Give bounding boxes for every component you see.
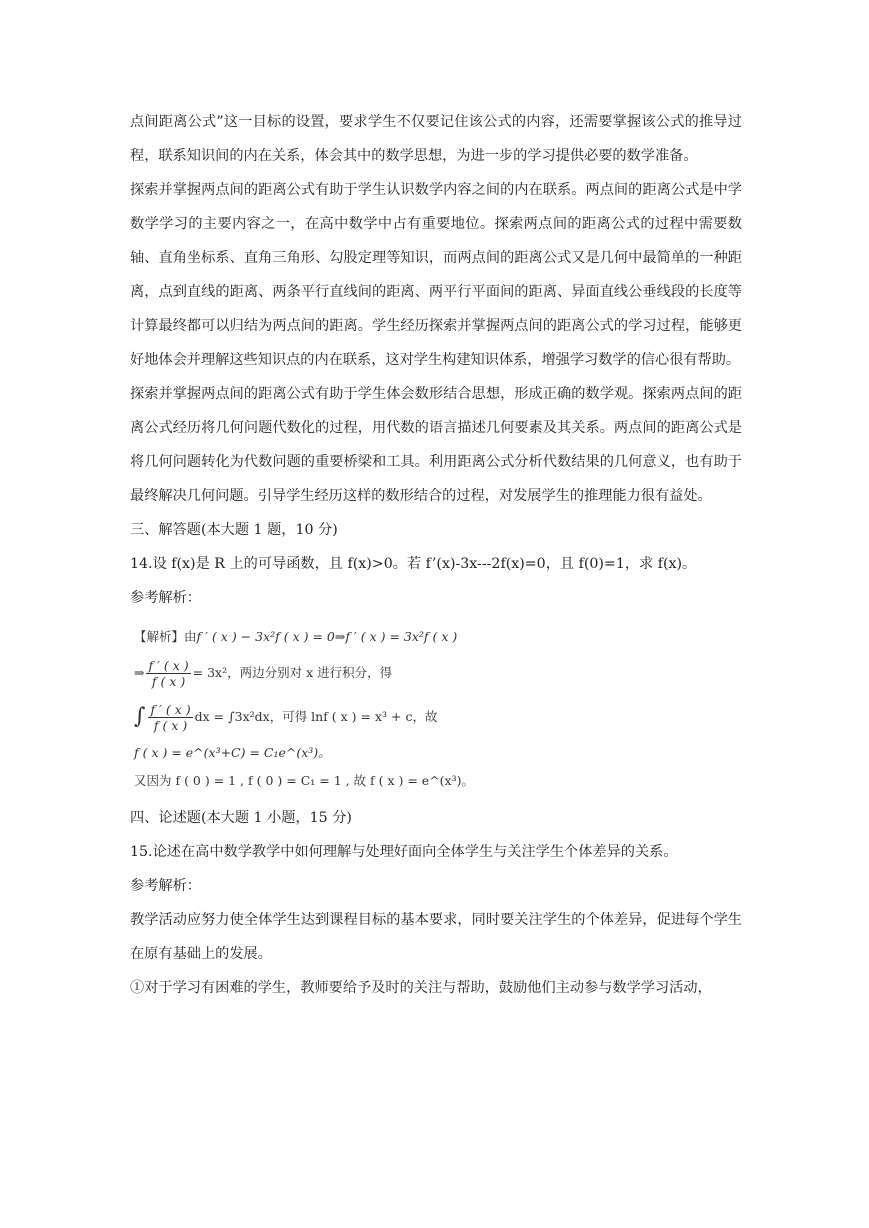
solution-line-1: 【解析】 由 f ′ ( x ) − 3x²f ( x ) = 0⇒f ′ ( x ) = 3x²f ( x ) — [134, 629, 458, 644]
paragraph-number-shape-combination: 探索并掌握两点间的距离公式有助于学生体会数形结合思想，形成正确的数学观。探索两点间的距离公式经历将几何问题代数化的过程，用代数的语言描述几何要素及其关系。两点间的距离公式是将几何问题转化为代数问题的重要桥梁和工具。利用距离公式分析代数结果的几何意义，也有助于最终解决几何问题。引导学生经历这样的数形结合的过程，对发展学生的推理能力很有益处。 — [130, 386, 742, 504]
solution-line-3: ∫ $\frac{f ' ( x )}{f ( x )}$ dx = ∫3x²dx，可得 lnf ( x ) = x³ + c，故 — [134, 701, 438, 733]
paragraph-distance-formula-goal: 点间距离公式”这一目标的设置，要求学生不仅要记住该公式的内容，还需要掌握该公式的推导过程，联系知识间的内在关系，体会其中的数学思想，为进一步的学习提供必要的数学准备。 — [130, 114, 742, 164]
question-14: 14.设 f(x)是 R 上的可导函数，且 f(x)>0。若 f’(x)-3x---2f(x)=0，且 f(0)=1，求 f(x)。 — [130, 556, 697, 572]
solution-line-2: ⇒ $\frac{f ' ( x )}{f ( x )}$ = 3x²，两边分别对 x 进行积分，得 — [134, 657, 393, 689]
solution-line-4: f ( x ) = e^(x³+C) = C₁e^(x³)。 — [134, 745, 331, 760]
paragraph-knowledge-connection: 探索并掌握两点间的距离公式有助于学生认识数学内容之间的内在联系。两点间的距离公式是中学数学学习的主要内容之一，在高中数学中占有重要地位。探索两点间的距离公式的过程中需要数轴、直角坐标系、直角三角形、勾股定理等知识，而两点间的距离公式又是几何中最简单的一种距离，点到直线的距离、两条平行直线间的距离、两平行平面间的距离、异面直线公垂线段的长度等计算最终都可以归结为两点间的距离。学生经历探索并掌握两点间的距离公式的学习过程，能够更好地体会并理解这些知识点的内在联系，这对学生构建知识体系，增强学习数学的信心很有帮助。 — [130, 182, 742, 368]
solution-tag: 【解析】 — [134, 629, 185, 644]
question-15: 15.论述在高中数学教学中如何理解与处理好面向全体学生与关注学生个体差异的关系。 — [130, 844, 678, 860]
answer-paragraph-1: 教学活动应努力使全体学生达到课程目标的基本要求，同时要关注学生的个体差异，促进每个学生在原有基础上的发展。 — [130, 912, 742, 962]
fraction-f-prime-over-f: $\frac{f ' ( x )}{f ( x )}$ — [148, 657, 189, 689]
answer-paragraph-2: ①对于学习有困难的学生，教师要给予及时的关注与帮助，鼓励他们主动参与数学学习活动， — [130, 980, 712, 996]
reference-analysis-label-2: 参考解析： — [130, 878, 201, 894]
section-3-heading: 三、解答题(本大题 1 题，10 分) — [130, 522, 338, 538]
reference-analysis-label: 参考解析： — [130, 590, 201, 606]
page-content — [130, 105, 742, 1005]
section-4-heading: 四、论述题(本大题 1 小题，15 分) — [130, 810, 352, 826]
fraction-integrand: $\frac{f ' ( x )}{f ( x )}$ — [150, 701, 191, 733]
integral-sign: ∫ — [134, 704, 146, 729]
solution-line-5: 又因为 f ( 0 ) = 1 , f ( 0 ) = C₁ = 1 , 故 f ( x ) = e^(x³)。 — [134, 773, 474, 788]
solution-image-block — [134, 623, 554, 795]
